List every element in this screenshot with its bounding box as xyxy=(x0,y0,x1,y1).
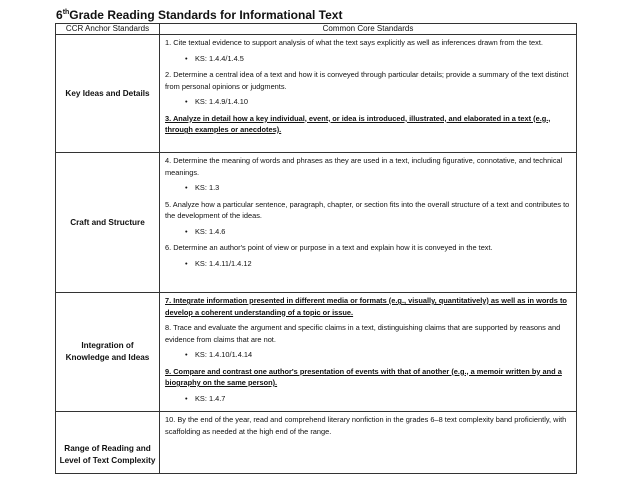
header-row xyxy=(56,24,577,35)
standard-4: 4. Determine the meaning of words and phrases as they are used in a text, including figurative, connotative, and technical meanings. xyxy=(165,156,563,177)
ks-bullet-9: • KS: 1.4.7 xyxy=(185,393,226,403)
ks-bullet-1: • KS: 1.4.4/1.4.5 xyxy=(185,53,244,63)
anchor-key-ideas: Key Ideas and Details xyxy=(56,35,160,153)
ks-bullet-8: • KS: 1.4.10/1.4.14 xyxy=(185,350,253,359)
ks-bullet-5: • KS: 1.4.6 xyxy=(185,226,226,236)
content-craft xyxy=(160,153,577,293)
standard-10: 10. By the end of the year, read and comprehend literary nonfiction in the grades 6–8 text complexity band proficiently, with scaffolding as needed at the high end of the range. xyxy=(165,415,567,436)
ks-bullet-4: • KS: 1.3 xyxy=(185,183,220,192)
standards-table xyxy=(55,23,577,474)
standard-9: 9. Compare and contrast one author's presentation of events with that of another (e.g., a memoir written by and a biography on the same person). xyxy=(165,366,562,387)
row-craft xyxy=(56,153,577,293)
page-title: 6thGrade Reading Standards for Informational Text xyxy=(56,8,343,22)
standard-8: 8. Trace and evaluate the argument and specific claims in a text, distinguishing claims that are supported by reasons and evidence from claims that are not. xyxy=(165,323,561,344)
anchor-integration: Integration of Knowledge and Ideas xyxy=(56,293,160,412)
standard-1: 1. Cite textual evidence to support analysis of what the text says explicitly as well as inferences drawn from the text. xyxy=(165,38,543,47)
standard-6: 6. Determine an author's point of view or purpose in a text and explain how it is conveyed in the text. xyxy=(165,243,493,252)
standard-3: 3. Analyze in detail how a key individual, event, or idea is introduced, illustrated, and elaborated in a text (e.g., through examples or anecdotes). xyxy=(165,113,551,134)
row-key-ideas xyxy=(56,35,577,153)
content-integration xyxy=(160,293,577,412)
row-integration xyxy=(56,293,577,412)
ks-bullet-6: • KS: 1.4.11/1.4.12 xyxy=(185,258,252,268)
anchor-craft: Craft and Structure xyxy=(56,153,160,293)
ks-bullet-2: • KS: 1.4.9/1.4.10 xyxy=(185,97,249,106)
anchor-range: Range of Reading and Level of Text Complexity xyxy=(56,412,160,474)
standard-2: 2. Determine a central idea of a text and how it is conveyed through particular details; provide a summary of the text distinct from personal opinions or judgments. xyxy=(165,70,569,91)
content-key-ideas xyxy=(160,35,577,153)
standard-7: 7. Integrate information presented in different media or formats (e.g., visually, quantitatively) as well as in words to develop a coherent understanding of a topic or issue. xyxy=(165,296,567,317)
row-range xyxy=(56,412,577,474)
standard-5: 5. Analyze how a particular sentence, paragraph, chapter, or section fits into the overall structure of a text and contributes to the development of the ideas. xyxy=(165,199,570,220)
header-core: Common Core Standards xyxy=(160,24,577,35)
content-range xyxy=(160,412,577,474)
header-anchor: CCR Anchor Standards xyxy=(56,24,160,35)
